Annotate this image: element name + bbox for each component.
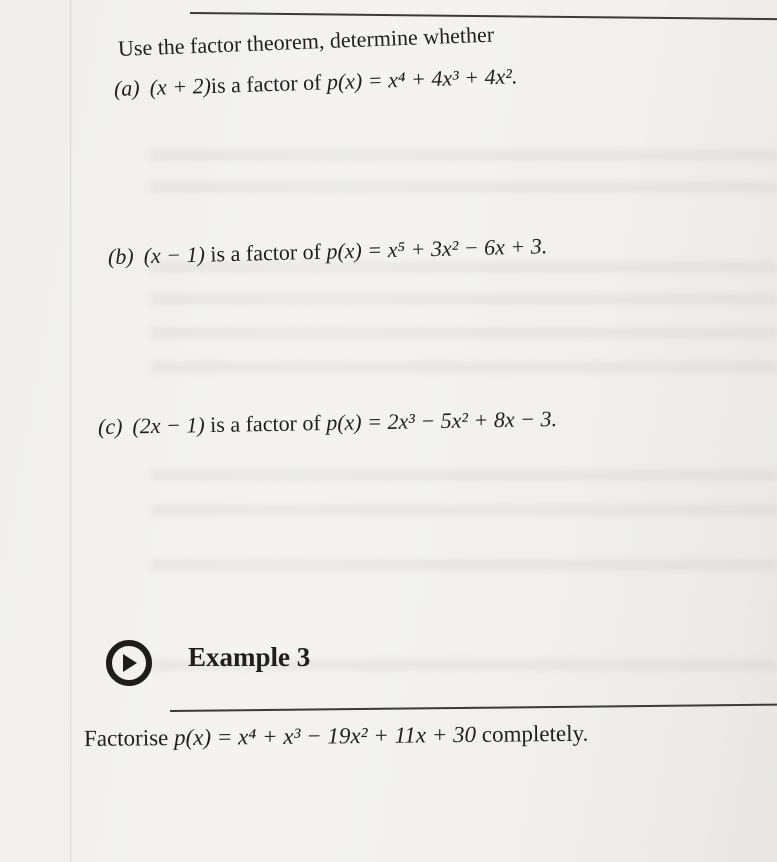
play-icon bbox=[106, 640, 152, 686]
part-c-text: is a factor of bbox=[204, 410, 327, 438]
top-rule bbox=[190, 12, 777, 20]
bleed-through-text bbox=[150, 328, 777, 338]
exercise-instructions: Use the factor theorem, determine whether bbox=[117, 21, 495, 61]
part-b-factor: (x − 1) bbox=[143, 241, 206, 269]
exercise-part-c bbox=[98, 406, 557, 440]
example-text-post: completely. bbox=[475, 720, 589, 747]
part-b-label: (b) bbox=[107, 243, 134, 269]
example-text-pre: Factorise bbox=[83, 725, 175, 751]
page-edge bbox=[70, 0, 72, 862]
example-rule bbox=[170, 704, 777, 712]
bleed-through-text bbox=[150, 150, 777, 160]
bleed-through-text bbox=[150, 182, 777, 192]
example-problem bbox=[84, 721, 589, 752]
bleed-through-text bbox=[150, 560, 777, 570]
part-c-label: (c) bbox=[97, 413, 123, 439]
example-heading: Example 3 bbox=[188, 642, 311, 672]
part-b-text: is a factor of bbox=[204, 238, 327, 267]
exercise-part-a bbox=[114, 63, 518, 102]
part-c-factor: (2x − 1) bbox=[132, 412, 205, 439]
part-a-function: p(x) = x⁴ + 4x³ + 4x². bbox=[326, 63, 518, 95]
part-a-factor: (x + 2) bbox=[149, 72, 212, 100]
part-a-label: (a) bbox=[113, 75, 141, 101]
part-c-function: p(x) = 2x³ − 5x² + 8x − 3. bbox=[325, 405, 558, 436]
bleed-through-text bbox=[150, 470, 777, 480]
example-function: p(x) = x⁴ + x³ − 19x² + 11x + 30 bbox=[173, 721, 477, 751]
bleed-through-text bbox=[150, 294, 777, 304]
part-a-text: is a factor of bbox=[210, 69, 328, 98]
bleed-through-text bbox=[150, 505, 777, 515]
part-b-function: p(x) = x⁵ + 3x² − 6x + 3. bbox=[326, 233, 548, 264]
bleed-through-text bbox=[150, 362, 777, 372]
